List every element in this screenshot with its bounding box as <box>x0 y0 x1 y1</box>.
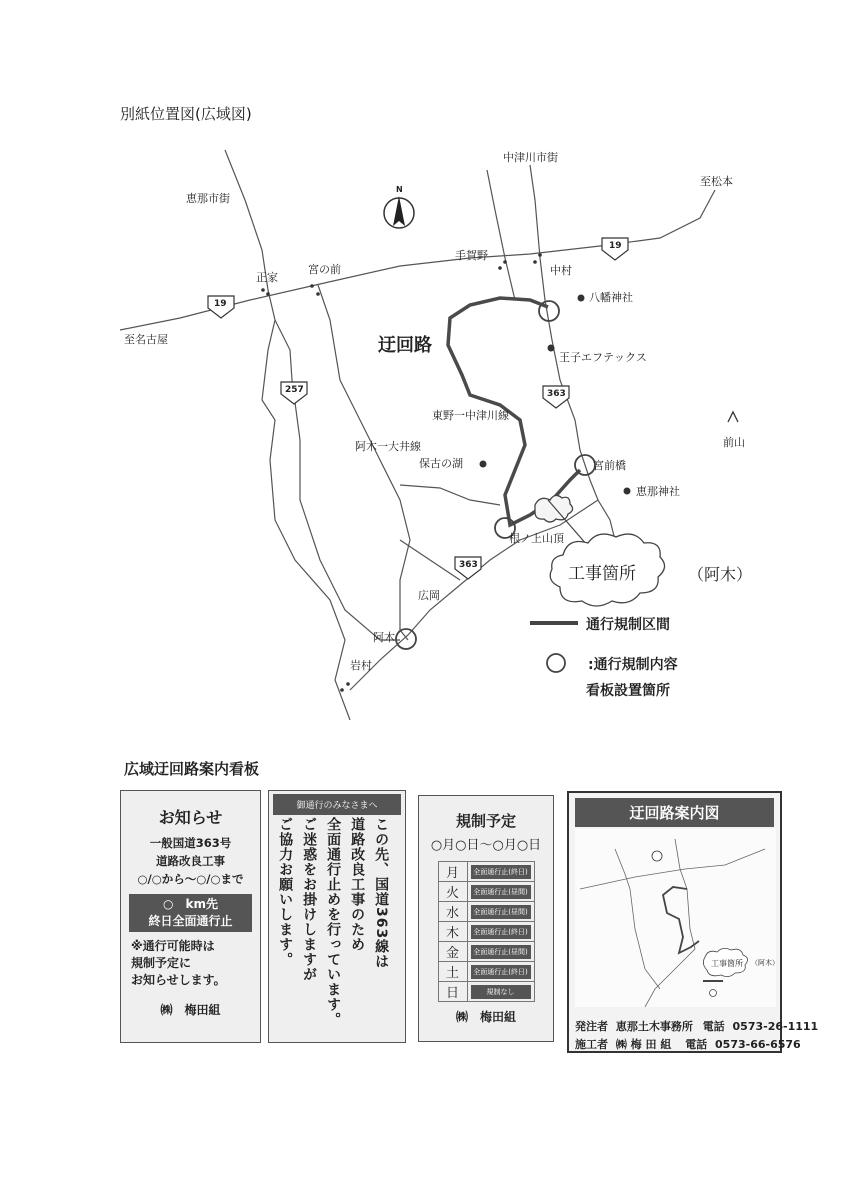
ena-shrine-dot <box>624 488 631 495</box>
label-agi-oi-line: 阿木一大井線 <box>355 440 421 453</box>
left-loop-road <box>262 320 350 720</box>
nakatsugawa-road-1 <box>487 170 515 300</box>
route-363-number-lower: 363 <box>459 560 478 570</box>
contractor-line <box>575 1036 801 1052</box>
route-363-number-upper: 363 <box>547 389 566 399</box>
route-19-number-left: 19 <box>214 299 227 309</box>
intersection-marker <box>538 253 542 257</box>
contractor-label: 施工者 <box>575 1038 608 1051</box>
construction-site-marker <box>535 495 573 522</box>
schedule-heading: 規制予定 <box>455 812 516 830</box>
notice-note-line2: 規制予定に <box>131 956 192 970</box>
label-to-matsumoto: 至松本 <box>700 175 733 188</box>
schedule-row <box>438 982 534 1002</box>
schedule-status: 全面通行止(終日) <box>471 865 531 879</box>
orderer-label: 発注者 <box>575 1020 608 1033</box>
sign-circle-agi <box>396 629 416 649</box>
label-to-nagoya: 至名古屋 <box>124 333 168 346</box>
notice-box-line2: 終日全面通行止 <box>148 914 233 928</box>
schedule-status: 全面通行止(昼間) <box>471 885 531 899</box>
notice-heading: お知らせ <box>158 808 223 827</box>
legend-sign-line1: :通行規制内容 <box>588 657 678 673</box>
schedule-day: 金 <box>438 942 467 962</box>
schedule-status: 全面通行止(昼間) <box>471 905 531 919</box>
schedule-status: 全面通行止(終日) <box>471 925 531 939</box>
label-higashino-line: 東野一中津川線 <box>432 409 509 422</box>
orderer-line <box>575 1018 818 1034</box>
route-19-number-right: 19 <box>609 241 622 251</box>
schedule-day: 日 <box>438 982 467 1002</box>
label-miyanomae: 宮の前 <box>308 263 341 276</box>
notice-line1: 一般国道363号 <box>149 836 232 850</box>
intersection-marker <box>310 284 314 288</box>
schedule-status: 全面通行止(昼間) <box>471 945 531 959</box>
label-negenoue: 根ノ上山頂 <box>509 532 564 545</box>
schedule-day: 土 <box>438 962 467 982</box>
notice-company: ㈱ 梅田組 <box>160 1003 221 1017</box>
notice-closure-box <box>129 894 252 932</box>
orderer-tel: 0573-26-1111 <box>732 1020 819 1033</box>
label-hachiman: 八幡神社 <box>589 291 633 304</box>
apology-col5: ご協力お願いします。 <box>277 817 294 967</box>
schedule-sign <box>418 795 554 1042</box>
schedule-table <box>438 861 535 1002</box>
apology-col1: この先、国道363線は <box>373 817 390 970</box>
sign-circle-nakamura <box>539 301 559 321</box>
schedule-row <box>438 882 534 902</box>
label-tegano: 手賀野 <box>455 249 488 262</box>
oji-dot <box>548 345 555 352</box>
label-construction-area: （阿木） <box>688 565 753 584</box>
schedule-day: 火 <box>438 882 467 902</box>
schedule-row <box>438 922 534 942</box>
label-construction: 工事箇所 <box>568 564 636 584</box>
label-maeyama: 前山 <box>723 436 745 449</box>
label-detour: 迂回路 <box>378 335 432 356</box>
intersection-marker <box>261 288 265 292</box>
notice-box-line1: ○ km先 <box>163 897 218 911</box>
section-title: 広域迂回路案内看板 <box>124 760 260 778</box>
label-oji: 王子エフテックス <box>559 351 647 364</box>
notice-note <box>121 938 260 989</box>
schedule-row <box>438 962 534 982</box>
label-miyamaebashi: 宮前橋 <box>593 459 626 472</box>
schedule-row <box>438 942 534 962</box>
mini-construction: 工事箇所 <box>711 959 743 968</box>
orderer-tel-label: 電話 <box>702 1020 725 1033</box>
legend-circle-swatch <box>547 654 565 672</box>
schedule-status: 規制なし <box>471 985 531 999</box>
label-agi: 阿木 <box>373 631 395 644</box>
mini-construction-area: （阿木） <box>751 959 779 967</box>
schedule-status: 全面通行止(終日) <box>471 965 531 979</box>
label-hoko-lake: 保古の湖 <box>419 457 463 470</box>
label-ena-shrine: 恵那神社 <box>636 485 680 498</box>
schedule-row <box>438 902 534 922</box>
legend-sign-line2: 看板設置箇所 <box>586 683 670 699</box>
route-257-number: 257 <box>285 385 304 395</box>
intersection-marker <box>503 260 507 264</box>
hoko-lake-dot <box>480 461 487 468</box>
nakatsugawa-road-2 <box>530 165 545 300</box>
orderer-name: 恵那土木事務所 <box>615 1020 693 1033</box>
apology-header: 御通行のみなさまへ <box>273 794 401 815</box>
schedule-day: 月 <box>438 862 467 882</box>
label-hirooka: 広岡 <box>418 589 440 602</box>
hirooka-road <box>400 540 460 580</box>
mountain-icon <box>728 412 738 422</box>
apology-col2: 道路改良工事のため <box>349 817 366 952</box>
mini-map-drawing <box>575 829 776 1007</box>
contractor-name: ㈱ 梅 田 組 <box>615 1038 672 1051</box>
notice-sign <box>120 790 261 1043</box>
hachiman-dot <box>578 295 585 302</box>
apology-col4: ご迷惑をお掛けしますが <box>301 817 318 982</box>
schedule-day: 水 <box>438 902 467 922</box>
contractor-tel: 0573-66-6576 <box>715 1038 801 1051</box>
detour-guide-sign <box>567 791 819 1053</box>
label-iwamura: 岩村 <box>350 659 372 672</box>
label-nakamura: 中村 <box>550 264 572 277</box>
mini-map <box>575 829 779 1007</box>
legend-restricted: 通行規制区間 <box>586 617 670 633</box>
detour-guide-heading: 迂回路案内図 <box>575 798 774 827</box>
notice-line3: ○/○から～○/○まで <box>137 872 244 886</box>
notice-line2: 道路改良工事 <box>156 854 225 868</box>
schedule-dates: ○月○日～○月○日 <box>430 838 542 853</box>
intersection-marker <box>340 688 344 692</box>
schedule-row <box>438 862 534 882</box>
label-nakatsugawa-city: 中津川市街 <box>503 151 558 164</box>
north-label: N <box>396 185 403 194</box>
contractor-tel-label: 電話 <box>685 1038 708 1051</box>
schedule-day: 木 <box>438 922 467 942</box>
apology-col3: 全面通行止めを行っています。 <box>325 817 342 1027</box>
notice-note-line1: ※通行可能時は <box>131 939 215 953</box>
hoko-road <box>400 485 500 505</box>
apology-sign <box>268 790 406 1043</box>
label-shoke: 正家 <box>256 271 278 284</box>
label-ena-city: 恵那市街 <box>186 192 230 205</box>
north-arrow-icon <box>384 196 414 228</box>
notice-note-line3: お知らせします。 <box>131 973 226 987</box>
page-title: 別紙位置図(広域図) <box>120 105 252 123</box>
schedule-company: ㈱ 梅田組 <box>455 1010 516 1024</box>
